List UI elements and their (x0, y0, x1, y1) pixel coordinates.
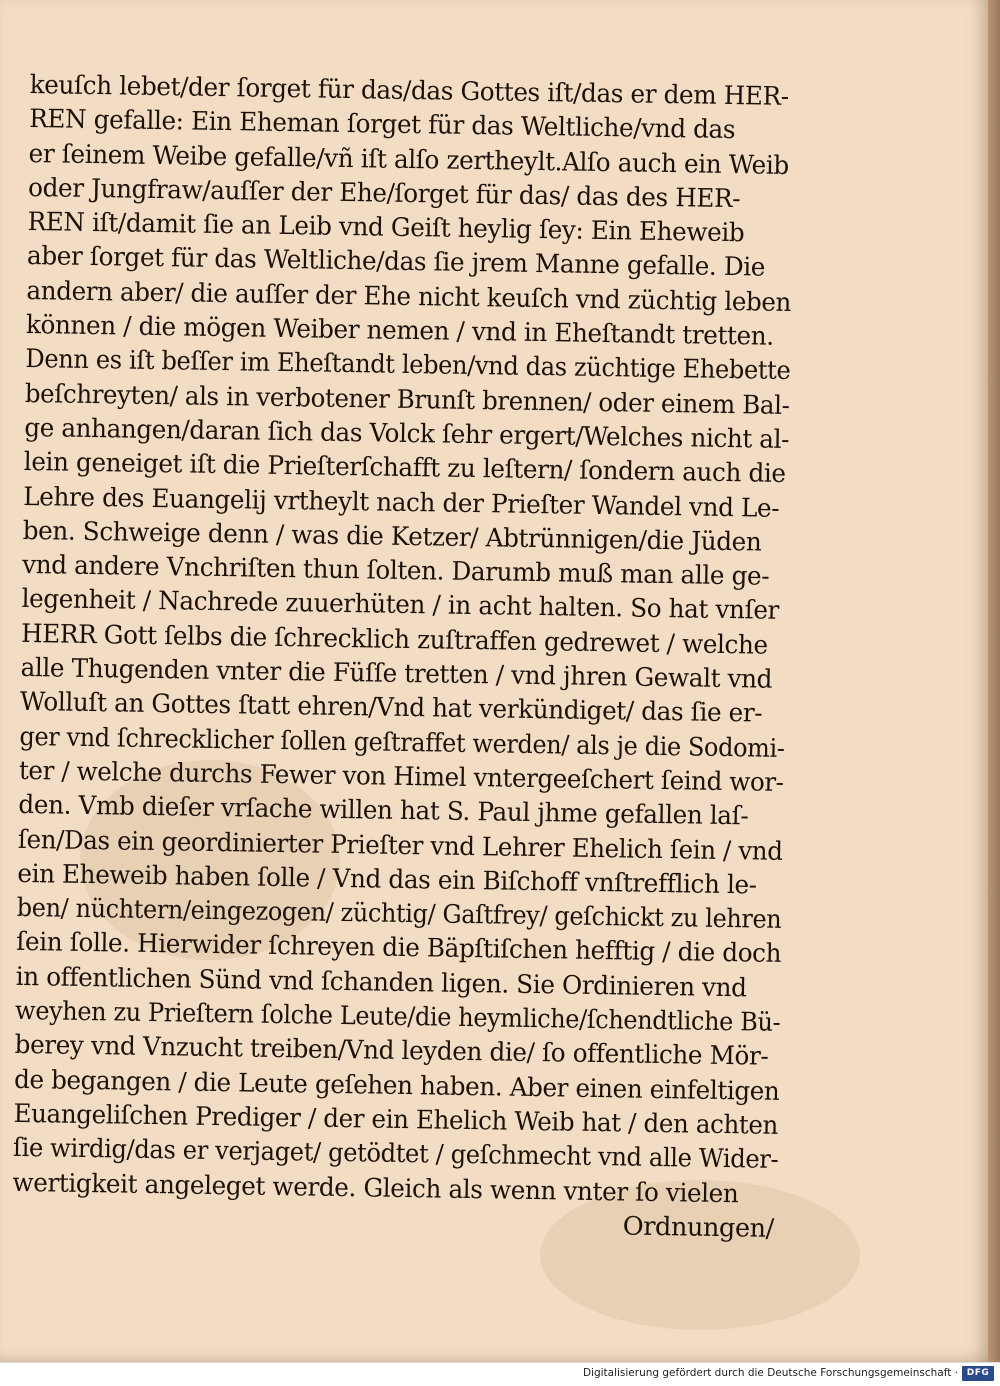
text-line: andern aber/ die auſſer der Ehe nicht keuſch vnd züchtig leben (26, 275, 792, 318)
text-line: ſie wirdig/das er verjaget/ getödtet / geſchmecht vnd alle Wider‑ (12, 1133, 779, 1176)
text-line: HERR Gott ſelbs die ſchrecklich zuſtraffen gedrewet / welche (20, 618, 768, 661)
text-line: ben/ nüchtern/eingezogen/ züchtig/ Gaſtfrey/ geſchickt zu lehren (16, 893, 782, 936)
text-line: in offentlichen Sünd vnd ſchanden ligen. Sie Ordinieren vnd (15, 961, 747, 1004)
text-line: oder Jungfraw/auſſer der Ehe/ſorget für das/ das des HER‑ (27, 172, 741, 215)
text-line: ter / welche durchs Fewer von Himel vntergeeſchert ſeind wor‑ (18, 755, 784, 798)
text-line: ge anhangen/daran ſich das Volck ſehr ergert/Welches nicht al‑ (24, 412, 790, 455)
text-line: ein Eheweib haben ſolle / Vnd das ein Biſchoff vnſtrefflich le‑ (17, 858, 757, 901)
text-line: ſein ſolle. Hierwider ſchreyen die Bäpſtiſchen hefftig / die doch (16, 927, 782, 970)
catchword: Ordnungen/ (622, 1211, 775, 1244)
page-edge (988, 0, 1000, 1362)
text-line: ger vnd ſchrecklicher ſollen geſtraffet werden/ als je die Sodomi‑ (19, 721, 785, 764)
text-line: aber ſorget für das Weltliche/das ſie jrem Manne gefalle. Die (26, 241, 766, 284)
text-line: wertigkeit angeleget werde. Gleich als wenn vnter ſo vielen (12, 1167, 739, 1209)
dfg-logo-icon: DFG (962, 1366, 994, 1381)
text-line: keuſch lebet/der ſorget für das/das Gottes iſt/das er dem HER‑ (29, 69, 789, 112)
text-line: Denn es iſt beſſer im Eheſtandt leben/vnd das züchtige Ehebette (25, 344, 791, 387)
footer-bar (0, 1362, 1000, 1386)
text-line: können / die mögen Weiber nemen / vnd in Eheſtandt tretten. (25, 310, 774, 352)
text-line: Lehre des Euangelij vrtheylt nach der Prieſter Wandel vnd Le‑ (23, 481, 780, 524)
text-line: ſen/Das ein geordinierter Prieſter vnd Lehrer Ehelich ſein / vnd (17, 824, 783, 867)
text-line: ben. Schweige denn / was die Ketzer/ Abtrünnigen/die Jüden (22, 515, 762, 558)
body-text (12, 68, 820, 1246)
text-line: weyhen zu Prieſtern ſolche Leute/die heymliche/ſchendtliche Bü‑ (14, 995, 781, 1038)
text-line: REN gefalle: Ein Eheman ſorget für das Weltliche/vnd das (28, 104, 736, 146)
text-line: de begangen / die Leute geſehen haben. Aber einen einfeltigen (13, 1064, 780, 1107)
text-line: REN iſt/damit ſie an Leib vnd Geiſt heylig ſey: Ein Eheweib (27, 207, 745, 249)
text-line: lein geneiget iſt die Prieſterſchafft zu leſtern/ ſondern auch die (23, 447, 786, 490)
text-line: alle Thugenden vnter die Füſſe tretten / vnd jhren Gewalt vnd (20, 652, 773, 695)
text-line: den. Vmb dieſer vrſache willen hat S. Paul jhme gefallen laſ‑ (18, 790, 749, 832)
text-line: berey vnd Vnzucht treiben/Vnd leyden die/ ſo offentliche Mör‑ (14, 1030, 769, 1073)
text-line: legenheit / Nachrede zuuerhüten / in acht halten. So hat vnſer (21, 584, 780, 627)
text-line: Wolluſt an Gottes ſtatt ehren/Vnd hat verkündiget/ das ſie er‑ (19, 687, 763, 729)
text-line: Euangeliſchen Prediger / der ein Ehelich Weib hat / den achten (13, 1098, 779, 1141)
text-line: beſchreyten/ als in verbotener Brunſt brennen/ oder einem Bal‑ (24, 378, 790, 421)
text-line: er ſeinem Weibe gefalle/vñ iſt alſo zertheylt.Alſo auch ein Weib (28, 138, 790, 181)
dfg-credit-text: Digitalisierung gefördert durch die Deutsche Forschungsgemeinschaft · (582, 1367, 958, 1379)
text-line: vnd andere Vnchriſten thun ſolten. Darumb muß man alle ge‑ (21, 550, 770, 592)
